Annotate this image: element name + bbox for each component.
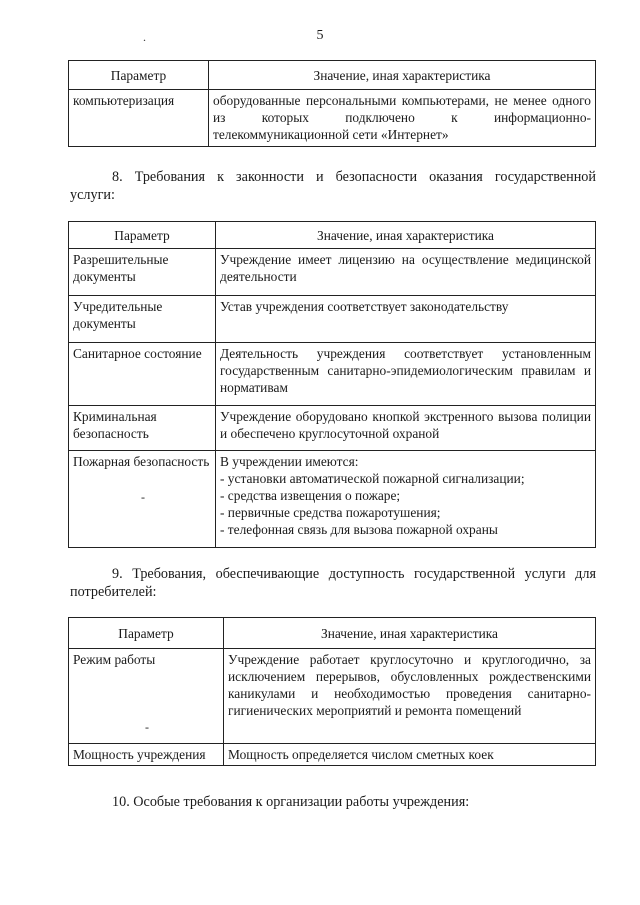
- cell-value: Устав учреждения соответствует законодательству: [216, 296, 596, 343]
- cell-value-list: [216, 451, 596, 548]
- table-row: [69, 90, 596, 147]
- cell-value: Учреждение имеет лицензию на осуществление медицинской деятельности: [216, 249, 596, 296]
- list-item: - первичные средства пожаротушения;: [220, 505, 441, 520]
- cell-parameter: Мощность учреждения: [69, 744, 224, 766]
- page-number: 5: [316, 28, 324, 43]
- column-header-value: Значение, иная характеристика: [209, 61, 596, 90]
- table-row: [69, 406, 596, 451]
- table-header-row: [69, 618, 596, 649]
- cell-parameter: Учредительные документы: [69, 296, 216, 343]
- scan-mark: -: [145, 720, 149, 734]
- column-header-parameter: Параметр: [69, 222, 216, 249]
- table-row: [69, 343, 596, 406]
- column-header-parameter: Параметр: [69, 618, 224, 649]
- cell-parameter: Санитарное состояние: [69, 343, 216, 406]
- cell-value: Учреждение оборудовано кнопкой экстренного вызова полиции и обеспечено круглосуточной охраной: [216, 406, 596, 451]
- table-header-row: [69, 222, 596, 249]
- cell-parameter: Криминальная безопасность: [69, 406, 216, 451]
- table-legality-safety: [68, 221, 596, 548]
- table-row: [69, 649, 596, 744]
- section-8-line-1: 8. Требования к законности и безопасности оказания государственной: [112, 169, 596, 185]
- table-row: [69, 744, 596, 766]
- list-item: - установки автоматической пожарной сигнализации;: [220, 471, 525, 486]
- cell-value: Мощность определяется числом сметных коек: [224, 744, 596, 766]
- cell-parameter: [69, 451, 216, 548]
- table-row: [69, 296, 596, 343]
- table-accessibility: [68, 617, 596, 766]
- column-header-value: Значение, иная характеристика: [224, 618, 596, 649]
- list-item: - телефонная связь для вызова пожарной охраны: [220, 522, 498, 537]
- cell-parameter: Разрешительные документы: [69, 249, 216, 296]
- cell-value: Деятельность учреждения соответствует установленным государственным санитарно-эпидемиологическим правилам и нормативам: [216, 343, 596, 406]
- section-10-heading: 10. Особые требования к организации работы учреждения:: [112, 794, 470, 810]
- section-9-line-2: потребителей:: [70, 584, 157, 600]
- cell-value: оборудованные персональными компьютерами, не менее одного из которых подключено к информационно-телекоммуникационной сети «Интернет»: [209, 90, 596, 147]
- table-row: [69, 451, 596, 548]
- section-8-line-2: услуги:: [70, 187, 115, 203]
- cell-parameter-text: Пожарная безопасность: [73, 454, 210, 469]
- list-item: - средства извещения о пожаре;: [220, 488, 401, 503]
- section-9-heading: [70, 565, 596, 601]
- cell-value: Учреждение работает круглосуточно и круглогодично, за исключением перерывов, обусловленных рождественскими каникулами и необходимостью проведения санитарно-гигиенических мероприятий и ремонта помещений: [224, 649, 596, 744]
- cell-parameter: компьютеризация: [69, 90, 209, 147]
- cell-parameter-text: Режим работы: [73, 652, 156, 667]
- table-equipment: [68, 60, 596, 147]
- scan-mark: .: [143, 30, 146, 44]
- section-9-line-1: 9. Требования, обеспечивающие доступность государственной услуги для: [112, 566, 596, 582]
- section-8-heading: [70, 168, 596, 204]
- scan-mark: -: [141, 490, 145, 504]
- list-item: В учреждении имеются:: [220, 454, 359, 469]
- column-header-parameter: Параметр: [69, 61, 209, 90]
- table-row: [69, 249, 596, 296]
- table-header-row: [69, 61, 596, 90]
- cell-parameter: [69, 649, 224, 744]
- column-header-value: Значение, иная характеристика: [216, 222, 596, 249]
